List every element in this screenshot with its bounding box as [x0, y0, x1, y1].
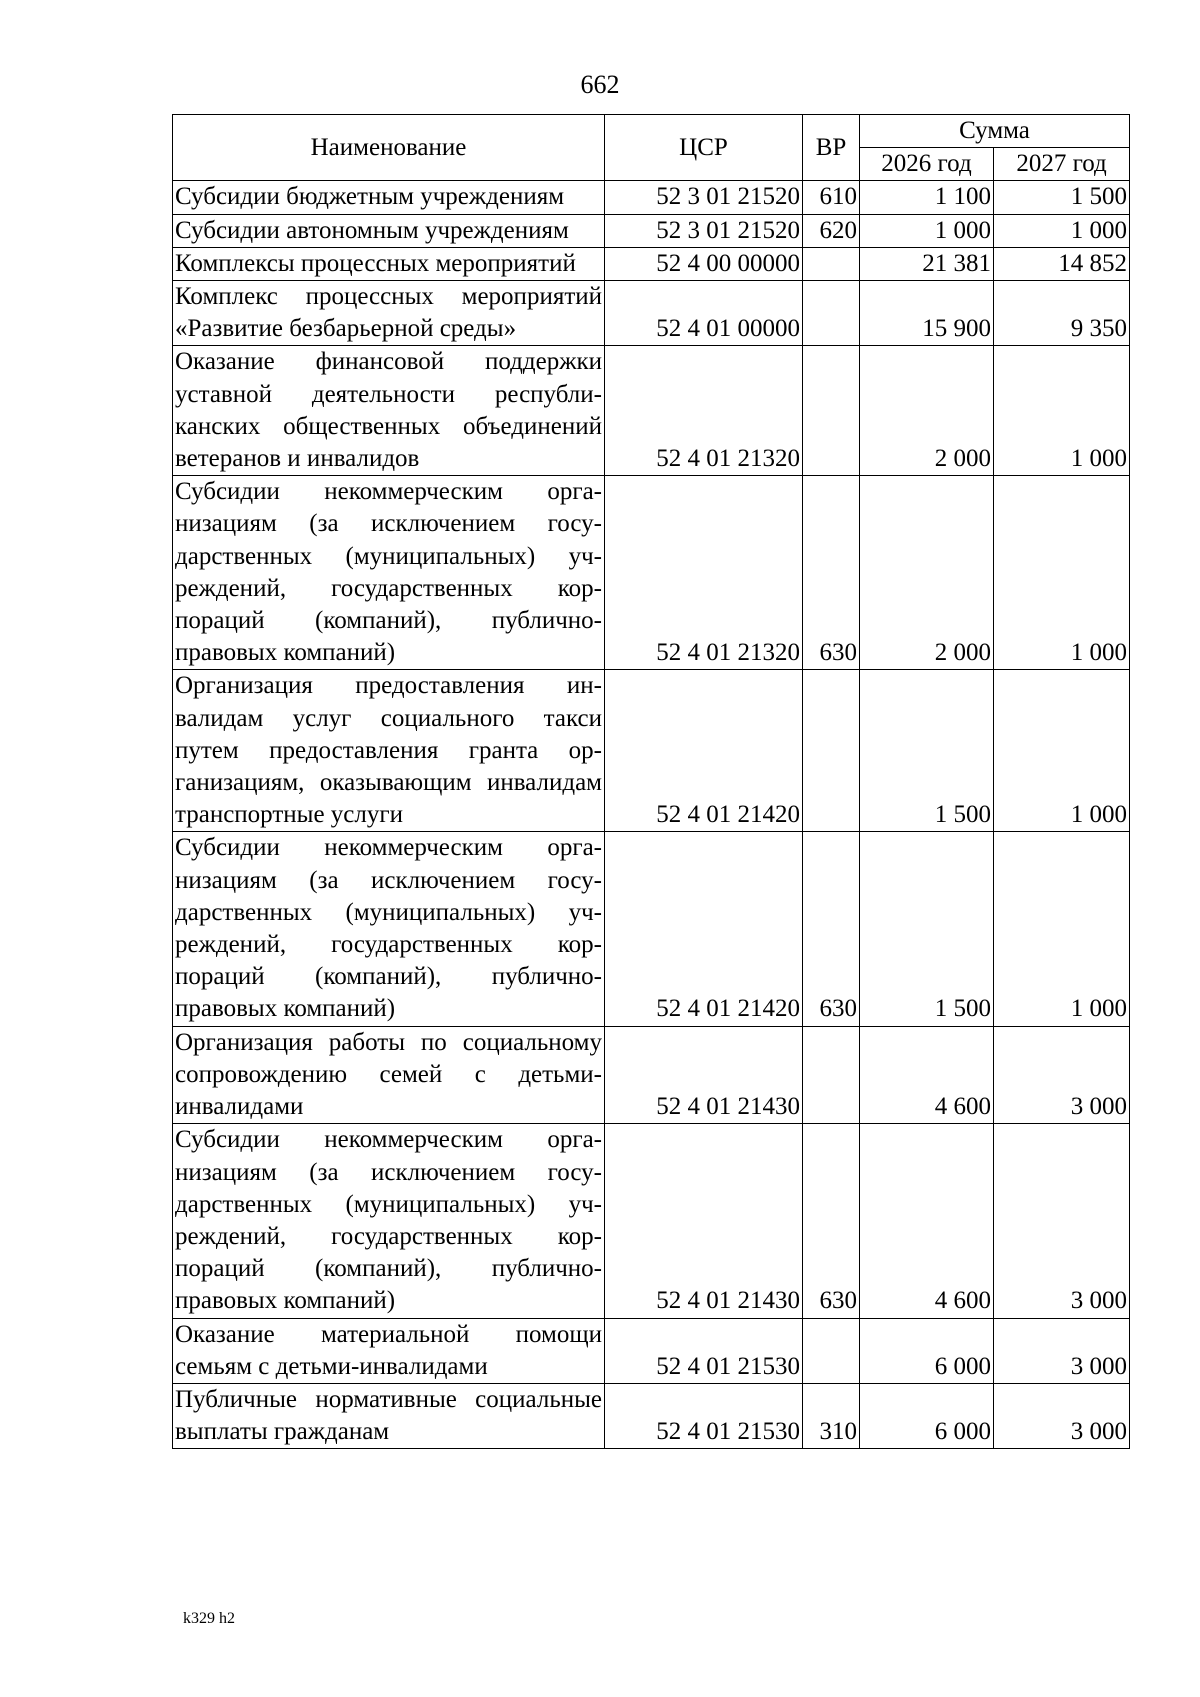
row-name: Оказание материальной помощи семьям с детьми-инвалидами: [173, 1318, 605, 1383]
row-amount-2027: 1 000: [994, 476, 1130, 670]
row-name: Комплексы процессных мероприятий: [173, 247, 605, 280]
row-amount-2026: 21 381: [860, 247, 994, 280]
row-amount-2027: 1 000: [994, 346, 1130, 476]
table-row: [173, 1026, 1130, 1124]
row-csr: 52 4 01 21430: [605, 1124, 803, 1318]
row-vr: [803, 1026, 860, 1124]
row-vr: [803, 346, 860, 476]
row-amount-2027: 14 852: [994, 247, 1130, 280]
row-vr: 620: [803, 214, 860, 247]
table-body: [173, 181, 1130, 1449]
row-amount-2026: 6 000: [860, 1383, 994, 1448]
row-amount-2027: 3 000: [994, 1318, 1130, 1383]
row-amount-2026: 1 500: [860, 670, 994, 832]
table-row: [173, 247, 1130, 280]
row-csr: 52 4 01 21320: [605, 346, 803, 476]
row-vr: [803, 670, 860, 832]
row-name: Публичные нормативные социальные выплаты гражданам: [173, 1383, 605, 1448]
row-amount-2026: 15 900: [860, 281, 994, 346]
row-csr: 52 4 01 21420: [605, 832, 803, 1026]
row-amount-2027: 1 000: [994, 214, 1130, 247]
row-amount-2026: 1 100: [860, 181, 994, 214]
row-csr: 52 4 00 00000: [605, 247, 803, 280]
row-name: Субсидии некоммерческим организациям (за исключением государственных (муниципальных) учреждений, государственных корпораций (компаний), публично-правовых компаний): [173, 832, 605, 1026]
row-csr: 52 4 01 21530: [605, 1318, 803, 1383]
table-row: [173, 1318, 1130, 1383]
row-name: Субсидии некоммерческим организациям (за исключением государственных (муниципальных) учреждений, государственных корпораций (компаний), публично-правовых компаний): [173, 1124, 605, 1318]
row-name: Субсидии бюджетным учреждениям: [173, 181, 605, 214]
row-name: Организация работы по социальному сопровождению семей с детьми-инвалидами: [173, 1026, 605, 1124]
row-vr: 610: [803, 181, 860, 214]
row-amount-2027: 3 000: [994, 1124, 1130, 1318]
header-csr: ЦСР: [605, 115, 803, 181]
header-year-2026: 2026 год: [860, 148, 994, 181]
table-row: [173, 214, 1130, 247]
budget-table: [172, 114, 1130, 1449]
header-row: [173, 115, 1130, 148]
table-row: [173, 281, 1130, 346]
row-amount-2027: 3 000: [994, 1383, 1130, 1448]
row-csr: 52 3 01 21520: [605, 181, 803, 214]
row-amount-2026: 2 000: [860, 476, 994, 670]
row-amount-2027: 3 000: [994, 1026, 1130, 1124]
row-vr: 630: [803, 476, 860, 670]
row-amount-2027: 1 000: [994, 670, 1130, 832]
row-vr: [803, 281, 860, 346]
footer-code: k329 h2: [183, 1610, 235, 1627]
table-row: [173, 1124, 1130, 1318]
row-amount-2026: 4 600: [860, 1026, 994, 1124]
row-csr: 52 3 01 21520: [605, 214, 803, 247]
row-csr: 52 4 01 21430: [605, 1026, 803, 1124]
page-number: 662: [580, 70, 620, 99]
row-vr: 630: [803, 1124, 860, 1318]
table-row: [173, 1383, 1130, 1448]
row-amount-2026: 1 000: [860, 214, 994, 247]
table-row: [173, 346, 1130, 476]
row-name: Комплекс процессных мероприятий «Развитие безбарьерной среды»: [173, 281, 605, 346]
row-name: Субсидии автономным учреждениям: [173, 214, 605, 247]
row-csr: 52 4 01 21530: [605, 1383, 803, 1448]
row-vr: 310: [803, 1383, 860, 1448]
header-vr: ВР: [803, 115, 860, 181]
header-name: Наименование: [173, 115, 605, 181]
row-csr: 52 4 01 21420: [605, 670, 803, 832]
table-row: [173, 670, 1130, 832]
row-name: Оказание финансовой поддержки уставной деятельности республиканских общественных объединений ветеранов и инвалидов: [173, 346, 605, 476]
header-year-2027: 2027 год: [994, 148, 1130, 181]
table-header: [173, 115, 1130, 181]
row-amount-2026: 1 500: [860, 832, 994, 1026]
row-amount-2026: 6 000: [860, 1318, 994, 1383]
row-vr: 630: [803, 832, 860, 1026]
table-row: [173, 832, 1130, 1026]
row-vr: [803, 247, 860, 280]
row-csr: 52 4 01 21320: [605, 476, 803, 670]
row-amount-2027: 1 000: [994, 832, 1130, 1026]
row-name: Субсидии некоммерческим организациям (за исключением государственных (муниципальных) учреждений, государственных корпораций (компаний), публично-правовых компаний): [173, 476, 605, 670]
row-amount-2027: 1 500: [994, 181, 1130, 214]
row-csr: 52 4 01 00000: [605, 281, 803, 346]
row-amount-2026: 4 600: [860, 1124, 994, 1318]
header-sum: Сумма: [860, 115, 1130, 148]
row-amount-2027: 9 350: [994, 281, 1130, 346]
table-row: [173, 476, 1130, 670]
row-vr: [803, 1318, 860, 1383]
table-row: [173, 181, 1130, 214]
row-amount-2026: 2 000: [860, 346, 994, 476]
row-name: Организация предоставления инвалидам услуг социального такси путем предоставления гранта организациям, оказывающим инвалидам транспортные услуги: [173, 670, 605, 832]
